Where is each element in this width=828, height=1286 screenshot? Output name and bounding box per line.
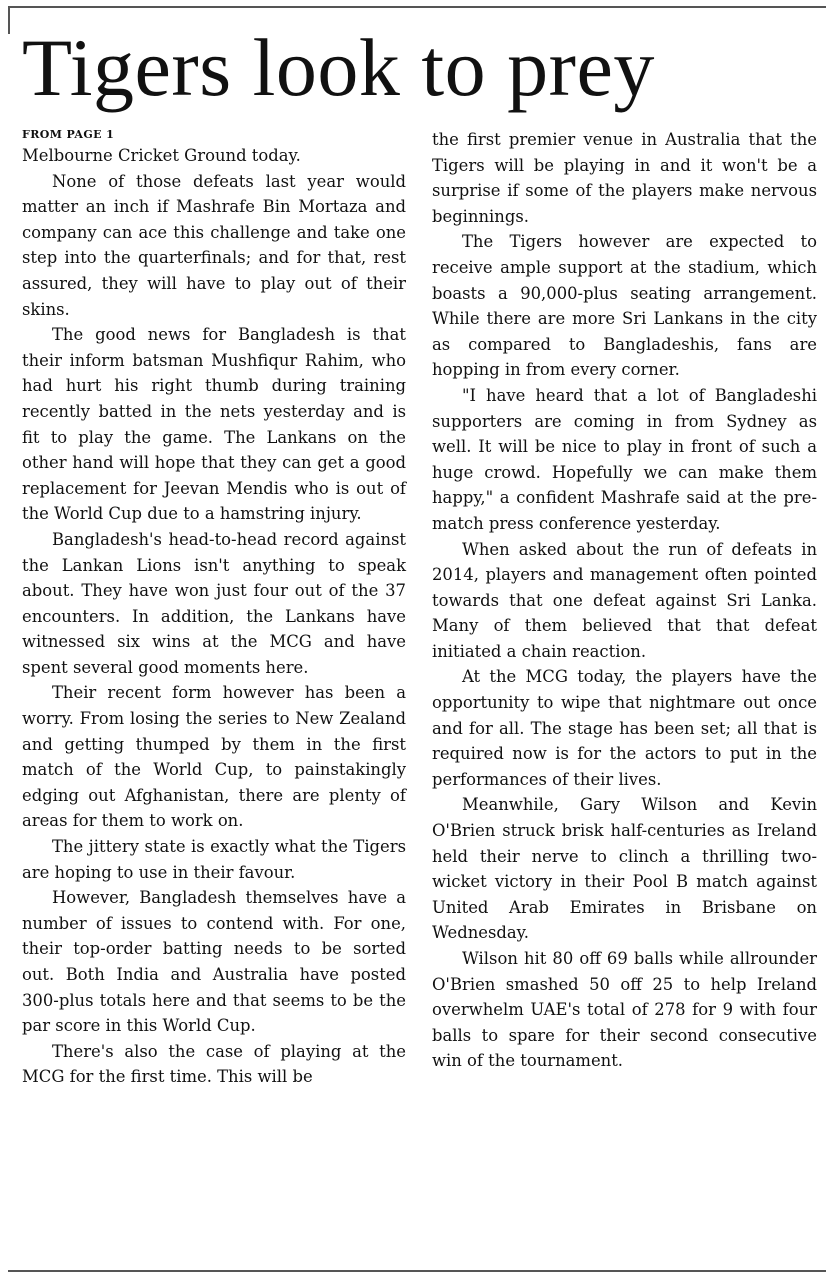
paragraph: There's also the case of playing at the MCG for the first time. This will be <box>22 1041 406 1087</box>
paragraph: However, Bangladesh themselves have a number of issues to contend with. For one, their top-order batting needs to be sorted out. Both India and Australia have posted 300-plus totals here and that seems to be the par score in this World Cup. <box>22 888 406 1036</box>
paragraph: Wilson hit 80 off 69 balls while allrounder O'Brien smashed 50 off 25 to help Ireland overwhelm UAE's total of 278 for 9 with four balls to spare for their second consecutive win of the tournament. <box>432 949 817 1071</box>
paragraph: Their recent form however has been a worry. From losing the series to New Zealand and getting thumped by them in the first match of the World Cup, to painstakingly edging out Afghanistan, there are plenty of areas for them to work on. <box>22 683 406 831</box>
headline: Tigers look to prey <box>22 22 655 113</box>
paragraph: None of those defeats last year would matter an inch if Mashrafe Bin Mortaza and company can ace this challenge and take one step into the quarterfinals; and for that, rest assured, they will have to play out of their skins. <box>22 171 406 319</box>
paragraph: the first premier venue in Australia that the Tigers will be playing in and it won't be a surprise if some of the players make nervous beginnings. <box>432 130 817 226</box>
paragraph: At the MCG today, the players have the opportunity to wipe that nightmare out once and for all. The stage has been set; all that is required now is for the actors to put in the performances of their lives. <box>432 667 817 789</box>
paragraph: The good news for Bangladesh is that their inform batsman Mushfiqur Rahim, who had hurt his right thumb during training recently batted in the nets yesterday and is fit to play the game. The Lankans on the other hand will hope that they can get a good replacement for Jeevan Mendis who is out of the World Cup due to a hamstring injury. <box>22 325 406 524</box>
article-column-right <box>432 127 817 1074</box>
jump-label: FROM PAGE 1 <box>22 128 115 141</box>
paragraph: Melbourne Cricket Ground today. <box>22 146 301 165</box>
paragraph: When asked about the run of defeats in 2014, players and management often pointed towards that one defeat against Sri Lanka. Many of them believed that that defeat initiated a chain reaction. <box>432 539 817 661</box>
bottom-rule <box>8 1270 826 1272</box>
paragraph: The Tigers however are expected to receive ample support at the stadium, which boasts a 90,000-plus seating arrangement. While there are more Sri Lankans in the city as compared to Bangladeshis, fans are hopping in from every corner. <box>432 232 817 380</box>
paragraph: "I have heard that a lot of Bangladeshi supporters are coming in from Sydney as well. It will be nice to play in front of such a huge crowd. Hopefully we can make them happy," a confident Mashrafe said at the prematch press conference yesterday. <box>432 385 817 533</box>
paragraph: The jittery state is exactly what the Tigers are hoping to use in their favour. <box>22 837 406 882</box>
paragraph: Meanwhile, Gary Wilson and Kevin O'Brien struck brisk half-centuries as Ireland held their nerve to clinch a thrilling two-wicket victory in their Pool B match against United Arab Emirates in Brisbane on Wednesday. <box>432 795 817 943</box>
article-column-left <box>22 127 406 1090</box>
top-rule <box>8 6 826 8</box>
paragraph: Bangladesh's head-to-head record against the Lankan Lions isn't anything to speak about. They have won just four out of the 37 encounters. In addition, the Lankans have witnessed six wins at the MCG and have spent several good moments here. <box>22 529 406 677</box>
left-corner-rule <box>8 6 10 34</box>
